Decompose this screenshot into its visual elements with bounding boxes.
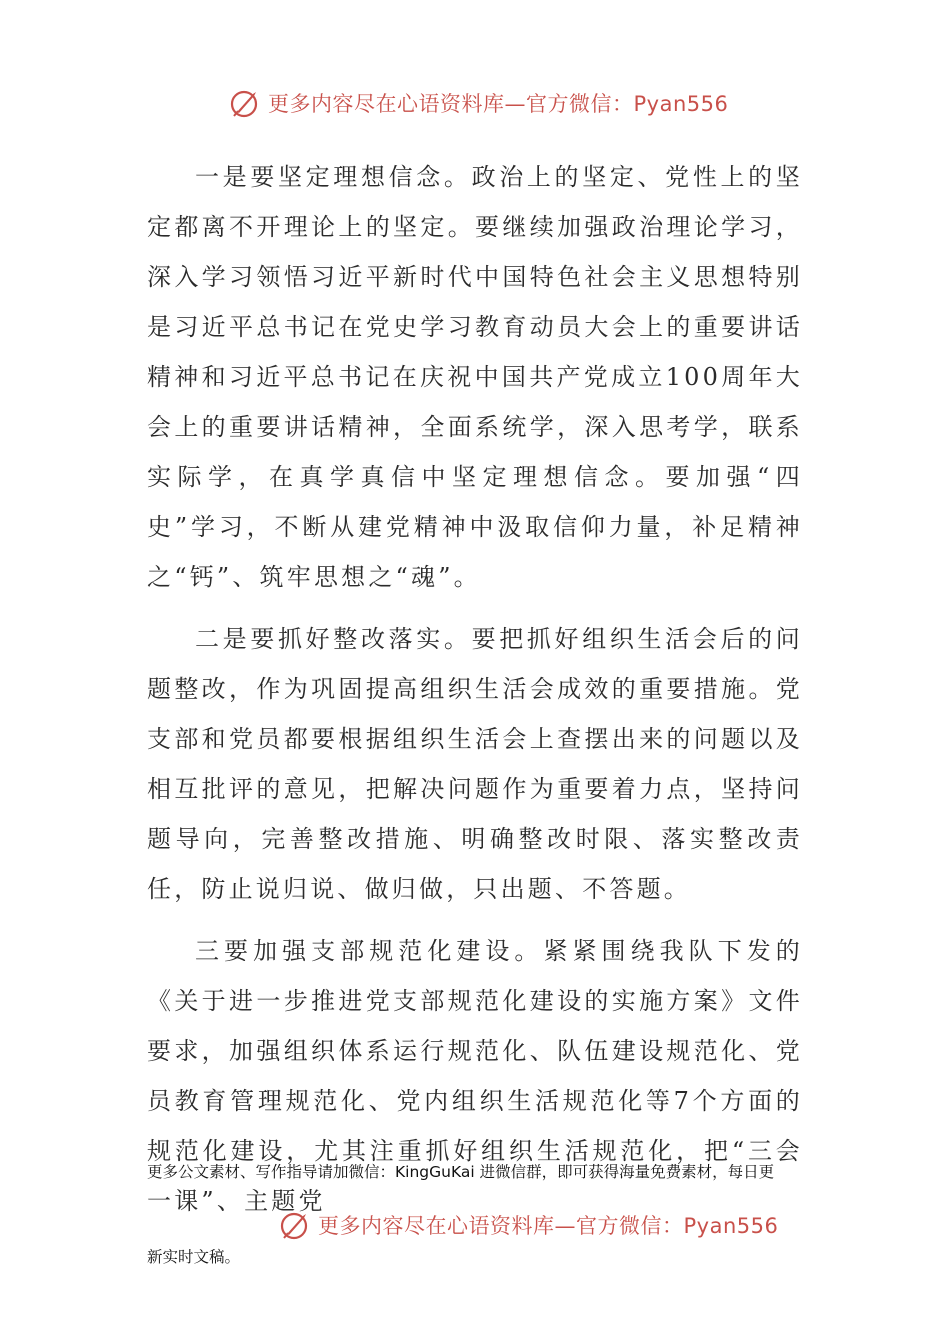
quill-pen-logo-icon xyxy=(278,1208,312,1242)
paragraph-3: 三要加强支部规范化建设。紧紧围绕我队下发的《关于进一步推进党支部规范化建设的实施方案》文件要求，加强组织体系运行规范化、队伍建设规范化、党员教育管理规范化、党内组织生活规范化等7个方面的规范化建设，尤其注重抓好组织生活规范化，把“三会一课”、主题党 xyxy=(147,937,803,1215)
document-body xyxy=(147,152,803,1238)
paragraph-2: 二是要抓好整改落实。要把抓好组织生活会后的问题整改，作为巩固提高组织生活会成效的重要措施。党支部和党员都要根据组织生活会上查摆出来的问题以及相互批评的意见，把解决问题作为重要着力点，坚持问题导向，完善整改措施、明确整改时限、落实整改责任，防止说归说、做归做，只出题、不答题。 xyxy=(147,625,803,903)
footer-watermark-text: 更多内容尽在心语资料库—官方微信：Pyan556 xyxy=(318,1214,779,1238)
footer-note-line-2: 新实时文稿。 xyxy=(147,1248,241,1266)
header-watermark-text: 更多内容尽在心语资料库—官方微信：Pyan556 xyxy=(268,92,729,116)
header-watermark xyxy=(228,86,728,120)
quill-pen-logo-icon xyxy=(228,86,262,120)
footer-note-line-1: 更多公文素材、写作指导请加微信：KingGuKai 进微信群，即可获得海量免费素材，每日更 xyxy=(147,1163,775,1181)
paragraph-1: 一是要坚定理想信念。政治上的坚定、党性上的坚定都离不开理论上的坚定。要继续加强政治理论学习，深入学习领悟习近平新时代中国特色社会主义思想特别是习近平总书记在党史学习教育动员大会上的重要讲话精神和习近平总书记在庆祝中国共产党成立100周年大会上的重要讲话精神，全面系统学，深入思考学，联系实际学，在真学真信中坚定理想信念。要加强“四史”学习，不断从建党精神中汲取信仰力量，补足精神之“钙”、筑牢思想之“魂”。 xyxy=(147,163,803,591)
footer-watermark xyxy=(278,1208,778,1242)
